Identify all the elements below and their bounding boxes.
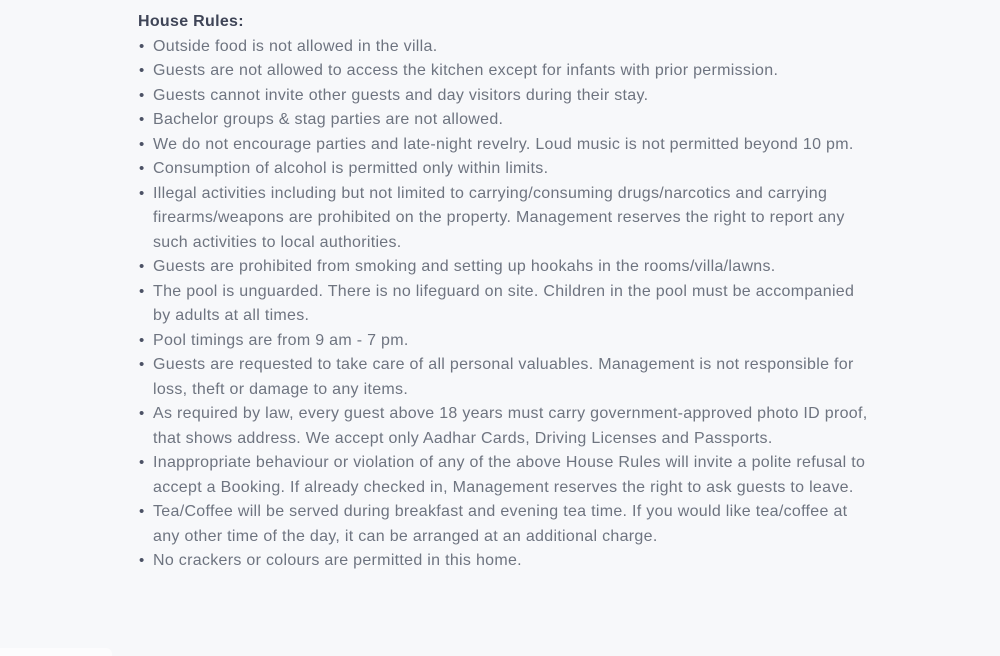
rule-item: • No crackers or colours are permitted in this home. xyxy=(138,549,870,574)
rule-item: • Pool timings are from 9 am - 7 pm. xyxy=(138,329,870,354)
rule-item: • Inappropriate behaviour or violation of any of the above House Rules will invite a polite refusal to accept a Booking. If already checked in, Management reserves the right to ask guests to leave. xyxy=(138,451,870,500)
rule-item: • Bachelor groups & stag parties are not allowed. xyxy=(138,108,870,133)
rule-item: • The pool is unguarded. There is no lifeguard on site. Children in the pool must be accompanied by adults at all times. xyxy=(138,280,870,329)
rule-item: • Guests are not allowed to access the kitchen except for infants with prior permission. xyxy=(138,59,870,84)
house-rules-list xyxy=(138,35,870,574)
rule-item: • As required by law, every guest above 18 years must carry government-approved photo ID proof, that shows address. We accept only Aadhar Cards, Driving Licenses and Passports. xyxy=(138,402,870,451)
rule-item: • Illegal activities including but not limited to carrying/consuming drugs/narcotics and carrying firearms/weapons are prohibited on the property. Management reserves the right to report any such activities to local authorities. xyxy=(138,182,870,256)
rule-item: • Guests cannot invite other guests and day visitors during their stay. xyxy=(138,84,870,109)
rule-item: • Consumption of alcohol is permitted only within limits. xyxy=(138,157,870,182)
rule-item: • Tea/Coffee will be served during breakfast and evening tea time. If you would like tea/coffee at any other time of the day, it can be arranged at an additional charge. xyxy=(138,500,870,549)
card-edge-divider xyxy=(0,648,112,656)
rule-item: • Guests are requested to take care of all personal valuables. Management is not responsible for loss, theft or damage to any items. xyxy=(138,353,870,402)
rule-item: • Outside food is not allowed in the villa. xyxy=(138,35,870,60)
house-rules-heading: House Rules: xyxy=(138,13,244,30)
rule-item: • We do not encourage parties and late-night revelry. Loud music is not permitted beyond 10 pm. xyxy=(138,133,870,158)
rule-item: • Guests are prohibited from smoking and setting up hookahs in the rooms/villa/lawns. xyxy=(138,255,870,280)
